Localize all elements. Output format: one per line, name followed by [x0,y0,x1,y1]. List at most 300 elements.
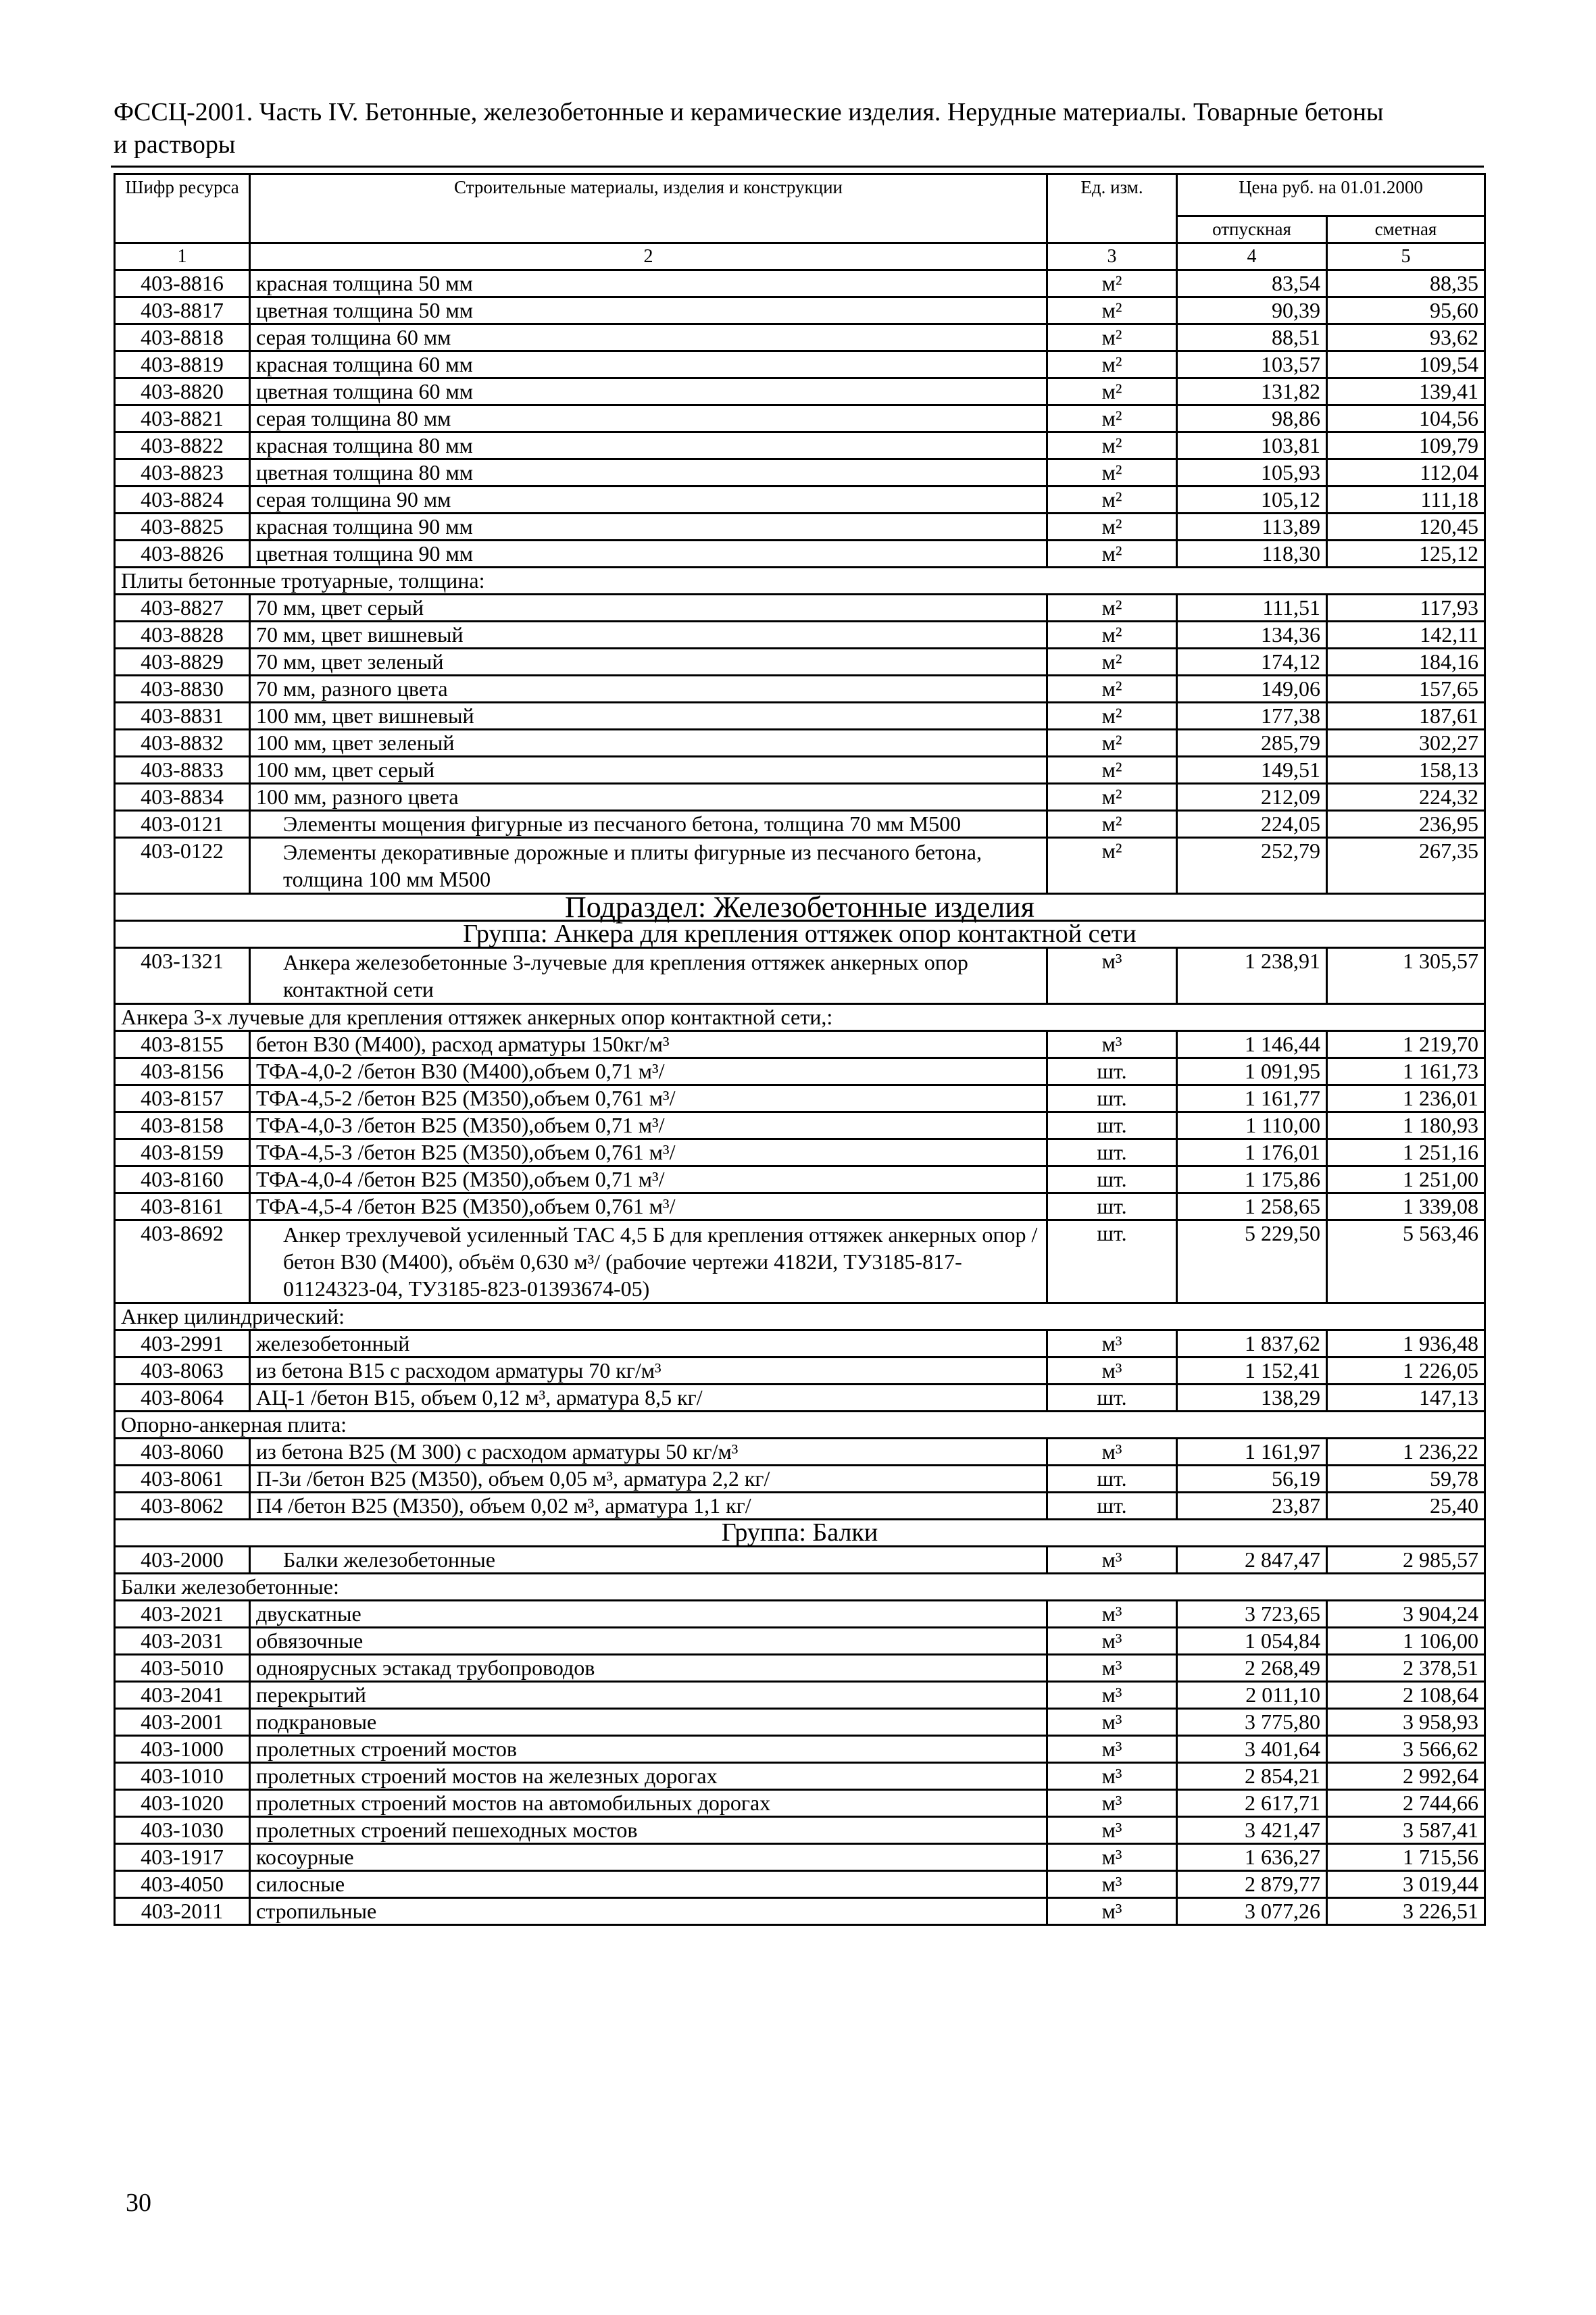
material-name: П-3и /бетон В25 (М350), объем 0,05 м³, арматура 2,2 кг/ [250,1466,1047,1493]
price-estimate: 139,41 [1327,378,1485,405]
table-row [115,432,1485,459]
group-title: Группа: Анкера для крепления оттяжек опор контактной сети [115,921,1485,948]
table-row [115,595,1485,622]
title-line-2: и растворы [114,130,236,159]
table-row [115,703,1485,730]
material-name: цветная толщина 90 мм [250,541,1047,568]
material-name: цветная толщина 60 мм [250,378,1047,405]
price-estimate: 95,60 [1327,297,1485,324]
price-release: 177,38 [1177,703,1327,730]
price-estimate: 158,13 [1327,757,1485,784]
table-row [115,487,1485,514]
unit-of-measure: м³ [1047,1439,1177,1466]
price-estimate: 104,56 [1327,405,1485,432]
resource-code: 403-8832 [115,730,250,757]
price-release: 174,12 [1177,649,1327,676]
price-estimate: 236,95 [1327,811,1485,838]
price-estimate: 1 936,48 [1327,1330,1485,1358]
price-release: 1 176,01 [1177,1139,1327,1166]
material-name: Элементы мощения фигурные из песчаного бетона, толщина 70 мм М500 [250,811,1047,838]
price-estimate: 2 992,64 [1327,1763,1485,1790]
price-release: 1 258,65 [1177,1193,1327,1220]
price-release: 90,39 [1177,297,1327,324]
table-row [115,1871,1485,1898]
table-row [115,378,1485,405]
group-row [115,921,1485,948]
unit-of-measure: м² [1047,270,1177,297]
resource-code: 403-2041 [115,1682,250,1709]
unit-of-measure: м² [1047,757,1177,784]
price-release: 1 146,44 [1177,1031,1327,1058]
price-release: 3 077,26 [1177,1898,1327,1925]
unit-of-measure: м³ [1047,1031,1177,1058]
price-estimate: 1 226,05 [1327,1358,1485,1385]
material-name: силосные [250,1871,1047,1898]
price-estimate: 109,79 [1327,432,1485,459]
material-name: цветная толщина 50 мм [250,297,1047,324]
table-row [115,1790,1485,1817]
subheading-row [115,1412,1485,1439]
table-row [115,948,1485,1004]
price-estimate: 3 587,41 [1327,1817,1485,1844]
price-estimate: 302,27 [1327,730,1485,757]
price-release: 56,19 [1177,1466,1327,1493]
price-release: 113,89 [1177,514,1327,541]
table-row [115,784,1485,811]
material-name: косоурные [250,1844,1047,1871]
material-name: Анкера железобетонные 3-лучевые для крепления оттяжек анкерных опор контактной сети [250,948,1047,1004]
section-row [115,894,1485,921]
unit-of-measure: м² [1047,351,1177,378]
price-release: 252,79 [1177,838,1327,894]
resource-code: 403-8817 [115,297,250,324]
material-name: ТФА-4,0-3 /бетон В25 (М350),объем 0,71 м³/ [250,1112,1047,1139]
table-row [115,270,1485,297]
material-name: пролетных строений мостов на железных дорогах [250,1763,1047,1790]
price-release: 98,86 [1177,405,1327,432]
unit-of-measure: м³ [1047,1817,1177,1844]
table-row [115,1220,1485,1303]
price-estimate: 187,61 [1327,703,1485,730]
column-number: 1 [115,243,250,270]
unit-of-measure: шт. [1047,1466,1177,1493]
price-release: 224,05 [1177,811,1327,838]
price-estimate: 3 566,62 [1327,1736,1485,1763]
price-estimate: 1 251,00 [1327,1166,1485,1193]
price-release: 83,54 [1177,270,1327,297]
price-estimate: 125,12 [1327,541,1485,568]
resource-code: 403-8828 [115,622,250,649]
price-estimate: 1 236,01 [1327,1085,1485,1112]
table-row [115,730,1485,757]
column-number: 3 [1047,243,1177,270]
price-estimate: 1 339,08 [1327,1193,1485,1220]
unit-of-measure: м³ [1047,1655,1177,1682]
unit-of-measure: м³ [1047,1871,1177,1898]
unit-of-measure: м³ [1047,1844,1177,1871]
table-row [115,1628,1485,1655]
material-name: ТФА-4,5-2 /бетон В25 (М350),объем 0,761 м³/ [250,1085,1047,1112]
column-number: 2 [250,243,1047,270]
material-name: двускатные [250,1601,1047,1628]
column-header-price-group: Цена руб. на 01.01.2000 [1177,174,1485,216]
price-release: 105,12 [1177,487,1327,514]
price-estimate: 2 108,64 [1327,1682,1485,1709]
table-body [115,270,1485,1925]
resource-code: 403-1030 [115,1817,250,1844]
material-name: перекрытий [250,1682,1047,1709]
price-release: 1 175,86 [1177,1166,1327,1193]
price-estimate: 224,32 [1327,784,1485,811]
price-estimate: 1 180,93 [1327,1112,1485,1139]
material-name: стропильные [250,1898,1047,1925]
resource-code: 403-1321 [115,948,250,1004]
table-row [115,1601,1485,1628]
column-header-code: Шифр ресурса [115,174,250,243]
unit-of-measure: м³ [1047,1898,1177,1925]
price-estimate: 3 958,93 [1327,1709,1485,1736]
resource-code: 403-2000 [115,1547,250,1574]
price-release: 118,30 [1177,541,1327,568]
material-name: П4 /бетон В25 (М350), объем 0,02 м³, арматура 1,1 кг/ [250,1493,1047,1520]
resource-code: 403-8825 [115,514,250,541]
resource-code: 403-2021 [115,1601,250,1628]
price-estimate: 157,65 [1327,676,1485,703]
price-estimate: 2 378,51 [1327,1655,1485,1682]
resource-code: 403-8820 [115,378,250,405]
material-name: цветная толщина 80 мм [250,459,1047,487]
table-row [115,405,1485,432]
price-estimate: 1 236,22 [1327,1439,1485,1466]
column-header-price-release: отпускная [1177,216,1327,243]
unit-of-measure: м² [1047,676,1177,703]
unit-of-measure: м² [1047,730,1177,757]
material-name: Элементы декоративные дорожные и плиты фигурные из песчаного бетона, толщина 100 мм М500 [250,838,1047,894]
unit-of-measure: м² [1047,378,1177,405]
table-row [115,351,1485,378]
unit-of-measure: шт. [1047,1493,1177,1520]
unit-of-measure: м³ [1047,1330,1177,1358]
unit-of-measure: м² [1047,487,1177,514]
price-release: 149,51 [1177,757,1327,784]
price-release: 23,87 [1177,1493,1327,1520]
price-release: 285,79 [1177,730,1327,757]
unit-of-measure: шт. [1047,1085,1177,1112]
price-estimate: 1 161,73 [1327,1058,1485,1085]
unit-of-measure: м³ [1047,1709,1177,1736]
table-row [115,1655,1485,1682]
subheading: Анкера 3-х лучевые для крепления оттяжек анкерных опор контактной сети,: [115,1004,1485,1031]
resource-code: 403-0122 [115,838,250,894]
material-name: ТФА-4,5-3 /бетон В25 (М350),объем 0,761 м³/ [250,1139,1047,1166]
unit-of-measure: м² [1047,541,1177,568]
price-estimate: 93,62 [1327,324,1485,351]
material-name: ТФА-4,0-4 /бетон В25 (М350),объем 0,71 м³/ [250,1166,1047,1193]
price-estimate: 142,11 [1327,622,1485,649]
resource-code: 403-8161 [115,1193,250,1220]
unit-of-measure: м² [1047,459,1177,487]
price-estimate: 5 563,46 [1327,1220,1485,1303]
table-row [115,1709,1485,1736]
table-row [115,1493,1485,1520]
subheading-row [115,1303,1485,1330]
resource-code: 403-8822 [115,432,250,459]
price-estimate: 2 744,66 [1327,1790,1485,1817]
resource-code: 403-8818 [115,324,250,351]
unit-of-measure: м² [1047,297,1177,324]
price-release: 1 238,91 [1177,948,1327,1004]
table-row [115,1466,1485,1493]
price-estimate: 184,16 [1327,649,1485,676]
resource-code: 403-8062 [115,1493,250,1520]
table-row [115,1817,1485,1844]
resource-code: 403-4050 [115,1871,250,1898]
resource-code: 403-1917 [115,1844,250,1871]
material-name: из бетона В25 (М 300) с расходом арматуры 50 кг/м³ [250,1439,1047,1466]
column-number-row [115,243,1485,270]
resource-code: 403-8821 [115,405,250,432]
unit-of-measure: м³ [1047,1628,1177,1655]
section-title: Подраздел: Железобетонные изделия [115,894,1485,921]
subheading-row [115,1004,1485,1031]
resource-code: 403-8816 [115,270,250,297]
material-name: серая толщина 60 мм [250,324,1047,351]
material-name: пролетных строений пешеходных мостов [250,1817,1047,1844]
material-name: серая толщина 80 мм [250,405,1047,432]
price-estimate: 120,45 [1327,514,1485,541]
subheading: Опорно-анкерная плита: [115,1412,1485,1439]
resource-code: 403-8833 [115,757,250,784]
unit-of-measure: м³ [1047,948,1177,1004]
resource-code: 403-8064 [115,1385,250,1412]
material-name: Балки железобетонные [250,1547,1047,1574]
table-header [115,174,1485,270]
price-estimate: 25,40 [1327,1493,1485,1520]
material-name: из бетона В15 с расходом арматуры 70 кг/м³ [250,1358,1047,1385]
price-release: 2 617,71 [1177,1790,1327,1817]
table-row [115,1682,1485,1709]
price-release: 2 854,21 [1177,1763,1327,1790]
column-header-name: Строительные материалы, изделия и конструкции [250,174,1047,243]
price-release: 2 011,10 [1177,1682,1327,1709]
material-name: одноярусных эстакад трубопроводов [250,1655,1047,1682]
page-number: 30 [126,2189,151,2217]
group-title: Группа: Балки [115,1520,1485,1547]
table-row [115,757,1485,784]
material-name: красная толщина 80 мм [250,432,1047,459]
price-release: 88,51 [1177,324,1327,351]
resource-code: 403-8824 [115,487,250,514]
resource-code: 403-8819 [115,351,250,378]
price-table [114,173,1486,1926]
resource-code: 403-8823 [115,459,250,487]
title-line-1: ФССЦ-2001. Часть IV. Бетонные, железобетонные и керамические изделия. Нерудные материалы. Товарные бетоны [114,98,1384,126]
unit-of-measure: м³ [1047,1547,1177,1574]
price-release: 1 054,84 [1177,1628,1327,1655]
price-release: 2 847,47 [1177,1547,1327,1574]
column-number: 4 [1177,243,1327,270]
table-row [115,622,1485,649]
price-estimate: 111,18 [1327,487,1485,514]
resource-code: 403-8063 [115,1358,250,1385]
table-row [115,1166,1485,1193]
table-row [115,1547,1485,1574]
table-row [115,514,1485,541]
table-row [115,1193,1485,1220]
unit-of-measure: шт. [1047,1112,1177,1139]
material-name: ТФА-4,0-2 /бетон В30 (М400),объем 0,71 м³/ [250,1058,1047,1085]
unit-of-measure: шт. [1047,1193,1177,1220]
price-estimate: 3 904,24 [1327,1601,1485,1628]
resource-code: 403-8827 [115,595,250,622]
resource-code: 403-8829 [115,649,250,676]
price-release: 1 110,00 [1177,1112,1327,1139]
material-name: подкрановые [250,1709,1047,1736]
material-name: красная толщина 90 мм [250,514,1047,541]
material-name: пролетных строений мостов [250,1736,1047,1763]
unit-of-measure: м² [1047,432,1177,459]
unit-of-measure: м³ [1047,1601,1177,1628]
price-release: 3 401,64 [1177,1736,1327,1763]
price-release: 103,57 [1177,351,1327,378]
table-row [115,811,1485,838]
material-name: 100 мм, цвет зеленый [250,730,1047,757]
material-name: 100 мм, цвет серый [250,757,1047,784]
price-release: 1 837,62 [1177,1330,1327,1358]
table-row [115,1844,1485,1871]
resource-code: 403-8155 [115,1031,250,1058]
material-name: 70 мм, разного цвета [250,676,1047,703]
price-estimate: 1 219,70 [1327,1031,1485,1058]
price-release: 134,36 [1177,622,1327,649]
table-row [115,459,1485,487]
resource-code: 403-8060 [115,1439,250,1466]
price-release: 138,29 [1177,1385,1327,1412]
table-row [115,649,1485,676]
material-name: 100 мм, цвет вишневый [250,703,1047,730]
resource-code: 403-2991 [115,1330,250,1358]
group-row [115,1520,1485,1547]
resource-code: 403-1000 [115,1736,250,1763]
price-estimate: 1 715,56 [1327,1844,1485,1871]
column-header-price-estimate: сметная [1327,216,1485,243]
material-name: обвязочные [250,1628,1047,1655]
unit-of-measure: м³ [1047,1358,1177,1385]
column-header-unit: Ед. изм. [1047,174,1177,243]
price-release: 3 421,47 [1177,1817,1327,1844]
subheading-row [115,1574,1485,1601]
material-name: 100 мм, разного цвета [250,784,1047,811]
resource-code: 403-2001 [115,1709,250,1736]
resource-code: 403-8692 [115,1220,250,1303]
resource-code: 403-8159 [115,1139,250,1166]
price-estimate: 1 305,57 [1327,948,1485,1004]
resource-code: 403-5010 [115,1655,250,1682]
table-row [115,1058,1485,1085]
table-row [115,1085,1485,1112]
table-row [115,1736,1485,1763]
table-row [115,838,1485,894]
unit-of-measure: м³ [1047,1736,1177,1763]
resource-code: 403-2031 [115,1628,250,1655]
price-estimate: 59,78 [1327,1466,1485,1493]
price-release: 103,81 [1177,432,1327,459]
resource-code: 403-8156 [115,1058,250,1085]
price-estimate: 109,54 [1327,351,1485,378]
price-release: 212,09 [1177,784,1327,811]
material-name: ТФА-4,5-4 /бетон В25 (М350),объем 0,761 м³/ [250,1193,1047,1220]
table-row [115,1898,1485,1925]
price-estimate: 117,93 [1327,595,1485,622]
table-row [115,541,1485,568]
price-release: 2 879,77 [1177,1871,1327,1898]
price-release: 149,06 [1177,676,1327,703]
table-row [115,1385,1485,1412]
table-row [115,297,1485,324]
resource-code: 403-8061 [115,1466,250,1493]
unit-of-measure: шт. [1047,1385,1177,1412]
table-row [115,324,1485,351]
table-row [115,1112,1485,1139]
resource-code: 403-8830 [115,676,250,703]
table-row [115,1358,1485,1385]
title-rule [111,166,1484,168]
resource-code: 403-1010 [115,1763,250,1790]
unit-of-measure: м² [1047,703,1177,730]
unit-of-measure: м² [1047,324,1177,351]
table-row [115,1139,1485,1166]
price-release: 131,82 [1177,378,1327,405]
price-estimate: 3 019,44 [1327,1871,1485,1898]
material-name: Анкер трехлучевой усиленный ТАС 4,5 Б для крепления оттяжек анкерных опор /бетон В30 (М400), объём 0,630 м³/ (рабочие чертежи 4182И, ТУ3185-817-01124323-04, ТУ3185-823-01393674-05) [250,1220,1047,1303]
subheading: Анкер цилиндрический: [115,1303,1485,1330]
price-release: 105,93 [1177,459,1327,487]
unit-of-measure: шт. [1047,1166,1177,1193]
price-release: 1 152,41 [1177,1358,1327,1385]
price-estimate: 267,35 [1327,838,1485,894]
price-release: 111,51 [1177,595,1327,622]
subheading-row [115,568,1485,595]
unit-of-measure: м² [1047,784,1177,811]
material-name: пролетных строений мостов на автомобильных дорогах [250,1790,1047,1817]
unit-of-measure: м² [1047,622,1177,649]
price-estimate: 3 226,51 [1327,1898,1485,1925]
page-title [114,96,1492,161]
resource-code: 403-2011 [115,1898,250,1925]
unit-of-measure: м³ [1047,1682,1177,1709]
price-estimate: 88,35 [1327,270,1485,297]
price-release: 2 268,49 [1177,1655,1327,1682]
resource-code: 403-8160 [115,1166,250,1193]
unit-of-measure: м² [1047,649,1177,676]
unit-of-measure: м² [1047,595,1177,622]
price-release: 1 636,27 [1177,1844,1327,1871]
resource-code: 403-0121 [115,811,250,838]
resource-code: 403-8826 [115,541,250,568]
material-name: бетон В30 (М400), расход арматуры 150кг/м³ [250,1031,1047,1058]
unit-of-measure: м² [1047,514,1177,541]
price-estimate: 1 251,16 [1327,1139,1485,1166]
material-name: красная толщина 60 мм [250,351,1047,378]
material-name: красная толщина 50 мм [250,270,1047,297]
table-row [115,676,1485,703]
unit-of-measure: м² [1047,405,1177,432]
table-row [115,1330,1485,1358]
material-name: 70 мм, цвет вишневый [250,622,1047,649]
unit-of-measure: м² [1047,838,1177,894]
resource-code: 403-8158 [115,1112,250,1139]
resource-code: 403-8831 [115,703,250,730]
